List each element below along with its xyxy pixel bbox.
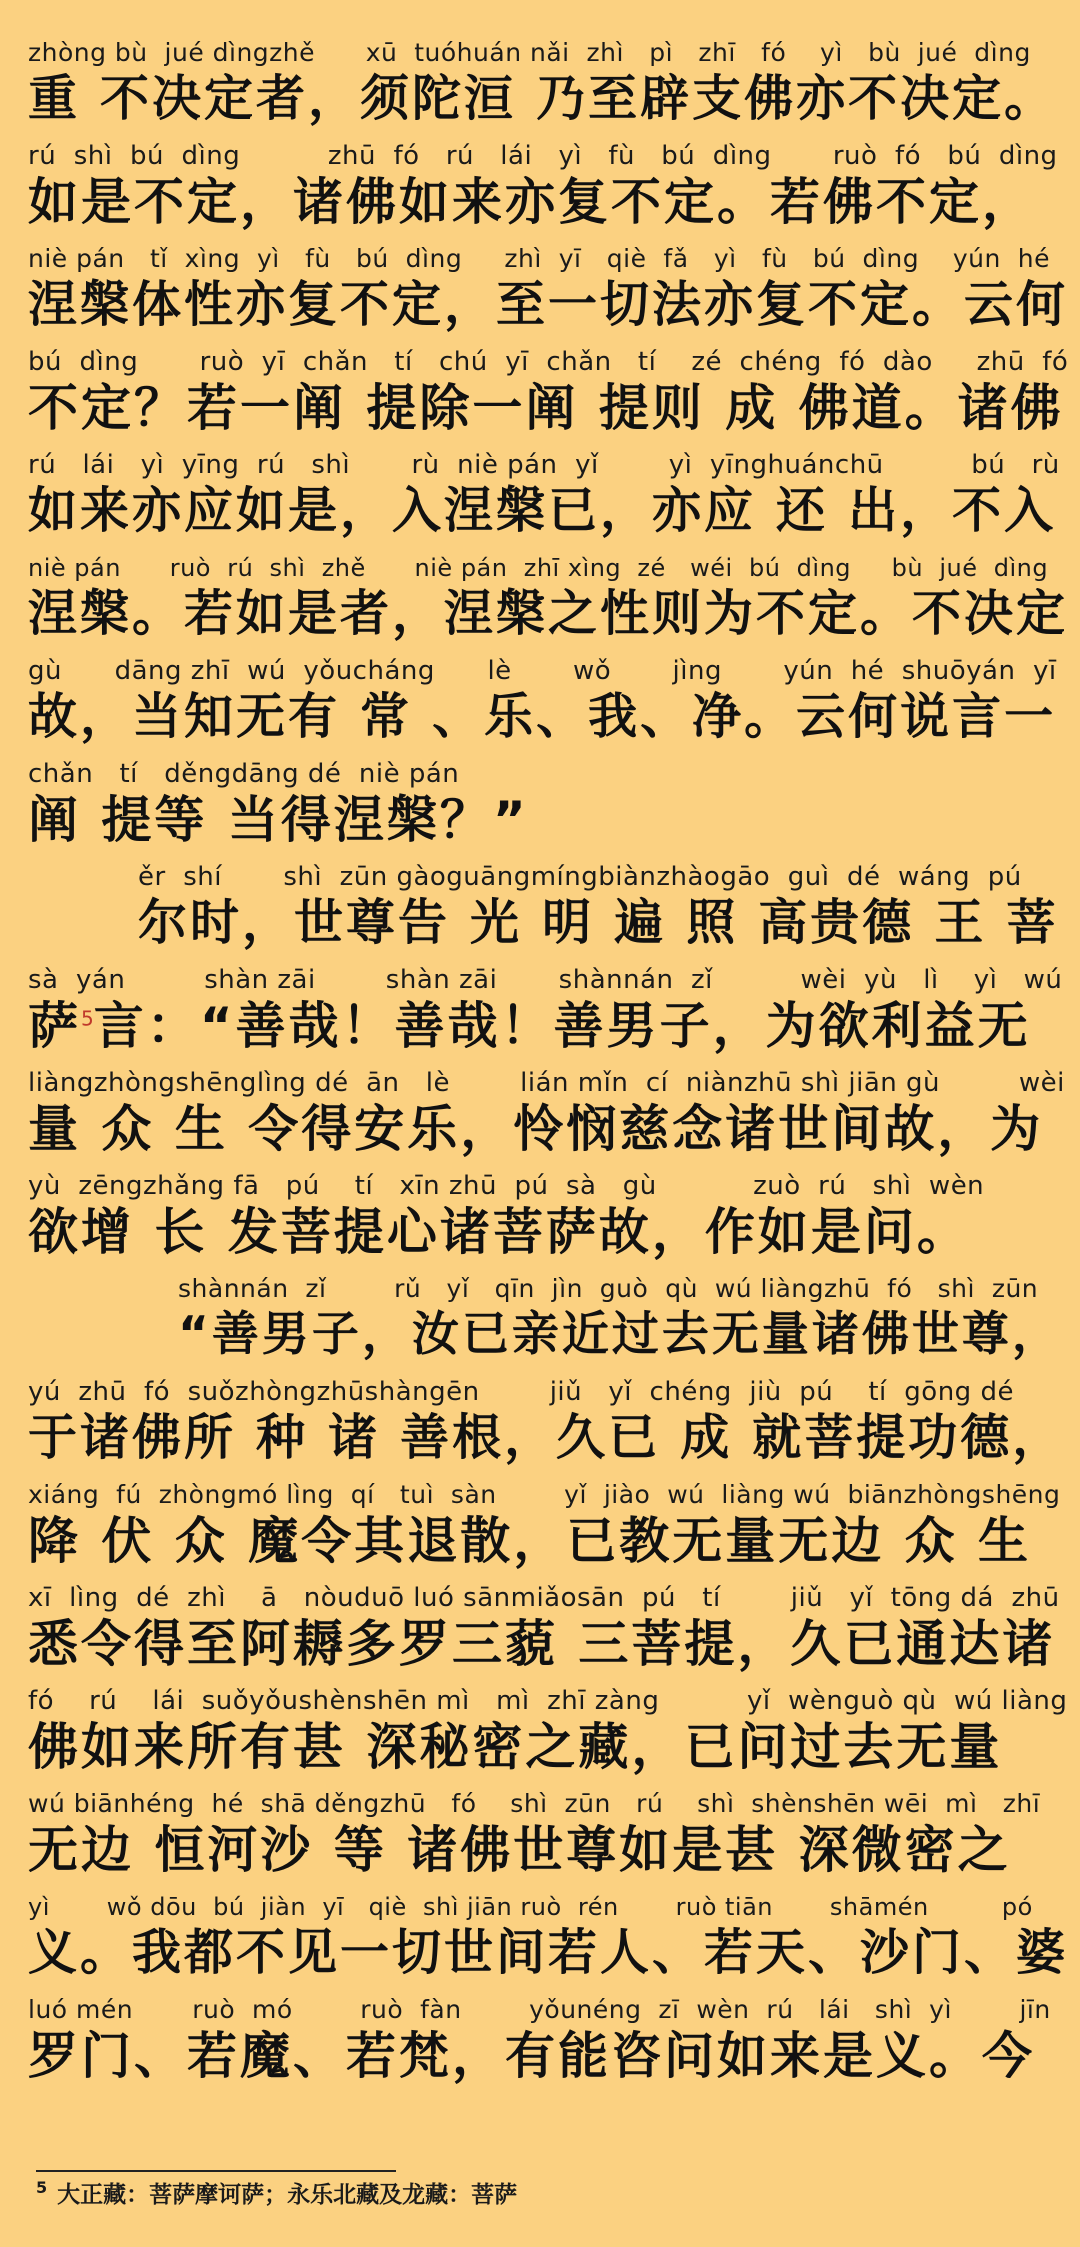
text-line xyxy=(28,450,1058,553)
footnote xyxy=(36,2180,517,2210)
pinyin-annotation: rú lái yì yīng rú shì rù niè pán yǐ yì yīnghuánchū bú rù xyxy=(28,450,1060,480)
chinese-text: 尔时，世尊告 光 明 遍 照 高贵德 王 菩 xyxy=(138,894,1059,951)
chinese-text: 阐 提等 当得涅槃？” xyxy=(28,791,529,849)
chinese-text: 涅槃。若如是者，涅槃之性则为不定。不决定 xyxy=(28,585,1069,642)
text-line xyxy=(28,38,1058,141)
text-line xyxy=(28,965,1063,1068)
footnote-divider xyxy=(36,2170,396,2172)
pinyin-annotation: ěr shí shì zūn gàoguāngmíngbiànzhàogāo guì dé wáng pú xyxy=(138,862,1022,892)
chinese-text: 如来亦应如是，入涅槃已，亦应 还 出，不入 xyxy=(28,482,1057,539)
chinese-text: 如是不定，诸佛如来亦复不定。若佛不定， xyxy=(28,173,1035,231)
footnote-number: 5 xyxy=(36,2178,48,2198)
text-line xyxy=(28,1480,1061,1583)
text-line xyxy=(28,1068,1065,1171)
chinese-text: 涅槃体性亦复不定，至一切法亦复不定。云何 xyxy=(28,276,1069,333)
pinyin-annotation: bú dìng ruò yī chǎn tí chú yī chǎn tí zé chéng fó dào zhū fó xyxy=(28,347,1069,377)
pinyin-annotation: zhòng bù jué dìngzhě xū tuóhuán nǎi zhì pì zhī fó yì bù jué dìng xyxy=(28,38,1031,67)
text-line xyxy=(28,1892,1069,1995)
text-line xyxy=(28,1686,1068,1789)
chinese-text: 降 伏 众 魔令其退散，已教无量无边 众 生 xyxy=(28,1512,1032,1570)
chinese-text: 于诸佛所 种 诸 善根，久已 成 就菩提功德， xyxy=(28,1409,1065,1466)
footnote-marker[interactable]: 5 xyxy=(81,1006,94,1031)
pinyin-annotation: gù dāng zhī wú yǒucháng lè wǒ jìng yún hé shuōyán yī xyxy=(28,656,1057,686)
chinese-text xyxy=(28,995,1031,1057)
text-line xyxy=(28,1377,1065,1480)
pinyin-annotation: niè pán tǐ xìng yì fù bú dìng zhì yī qiè fǎ yì fù bú dìng yún hé xyxy=(28,244,1050,273)
pinyin-annotation: luó mén ruò mó ruò fàn yǒunéng zī wèn rú lái shì yì jīn xyxy=(28,1995,1051,2024)
pinyin-annotation: rú shì bú dìng zhū fó rú lái yì fù bú dìng ruò fó bú dìng xyxy=(28,141,1058,171)
text-line xyxy=(28,1583,1058,1686)
chinese-text: 罗门、若魔、若梵，有能咨问如来是义。今 xyxy=(28,2027,1035,2085)
chinese-text: 无边 恒河沙 等 诸佛世尊如是甚 深微密之 xyxy=(28,1821,1011,1879)
footnote-text: 大正藏：菩萨摩诃萨；永乐北藏及龙藏：菩萨 xyxy=(57,2181,518,2208)
text-line xyxy=(28,759,1058,862)
text-line xyxy=(28,656,1058,759)
chinese-text: 悉令得至阿耨多罗三藐 三菩提，久已通达诸 xyxy=(28,1615,1056,1673)
text-line xyxy=(28,553,1069,656)
text-line xyxy=(28,1995,1058,2098)
chinese-text: 不定？若一阐 提除一阐 提则 成 佛道。诸佛 xyxy=(28,379,1064,437)
text-line xyxy=(28,1171,1058,1274)
chinese-text: 故，当知无有 常 、乐、我、净。云何说言一 xyxy=(28,688,1057,745)
text-line xyxy=(28,347,1069,450)
pinyin-annotation: wú biānhéng hé shā děngzhū fó shì zūn rú shì shènshēn wēi mì zhī xyxy=(28,1789,1041,1818)
pinyin-annotation: fó rú lái suǒyǒushènshēn mì mì zhī zàng yǐ wènguò qù wú liàng xyxy=(28,1686,1068,1716)
pinyin-annotation: yù zēngzhǎng fā pú tí xīn zhū pú sà gù zuò rú shì wèn xyxy=(28,1171,985,1201)
pinyin-annotation: xiáng fú zhòngmó lìng qí tuì sàn yǐ jiào wú liàng wú biānzhòngshēng xyxy=(28,1480,1061,1509)
chinese-text: 佛如来所有甚 深秘密之藏，已问过去无量 xyxy=(28,1718,1003,1776)
pinyin-annotation: sà yán shàn zāi shàn zāi shànnán zǐ wèi yù lì yì wú xyxy=(28,965,1063,995)
pinyin-annotation: yì wǒ dōu bú jiàn yī qiè shì jiān ruò rén ruò tiān shāmén pó xyxy=(28,1893,1033,1921)
pinyin-annotation: xī lìng dé zhì ā nòuduō luó sānmiǎosān pú tí jiǔ yǐ tōng dá zhū xyxy=(28,1583,1060,1613)
chinese-text: 欲增 长 发菩提心诸菩萨故，作如是问。 xyxy=(28,1203,970,1261)
scripture-text xyxy=(28,38,1069,2098)
pinyin-annotation: niè pán ruò rú shì zhě niè pán zhī xìng zé wéi bú dìng bù jué dìng xyxy=(28,554,1049,582)
chinese-text: 量 众 生 令得安乐，怜悯慈念诸世间故，为 xyxy=(28,1100,1044,1158)
pinyin-annotation: shànnán zǐ rǔ yǐ qīn jìn guò qù wú liàngzhū fó shì zūn xyxy=(178,1274,1039,1303)
chinese-text: 重 不决定者，须陀洹 乃至辟支佛亦不决定。 xyxy=(28,70,1057,127)
chinese-text: “善男子，汝已亲近过去无量诸佛世尊， xyxy=(178,1307,1062,1362)
text-line xyxy=(28,862,1058,965)
chinese-text: 义。我都不见一切世间若人、若天、沙门、婆 xyxy=(28,1924,1069,1981)
text-line xyxy=(28,141,1058,244)
text-line xyxy=(28,1789,1058,1892)
chinese-text-head: 萨 xyxy=(28,997,81,1055)
text-line xyxy=(28,1274,1062,1377)
pinyin-annotation: yú zhū fó suǒzhòngzhūshàngēn jiǔ yǐ chéng jiù pú tí gōng dé xyxy=(28,1377,1014,1407)
pinyin-annotation: liàngzhòngshēnglìng dé ān lè lián mǐn cí niànzhū shì jiān gù wèi xyxy=(28,1068,1065,1098)
text-line xyxy=(28,244,1069,347)
chinese-text-rest: 言：“善哉！善哉！善男子，为欲利益无 xyxy=(93,997,1031,1055)
pinyin-annotation: chǎn tí děngdāng dé niè pán xyxy=(28,759,460,789)
